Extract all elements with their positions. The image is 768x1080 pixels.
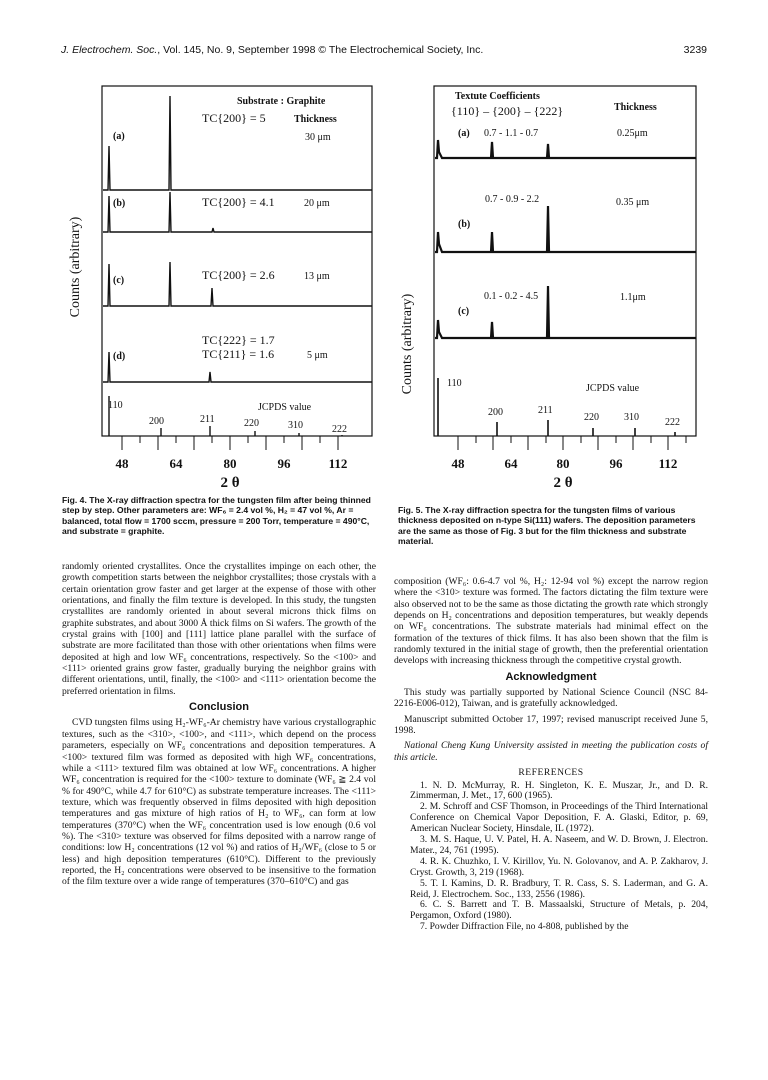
conclusion-paragraph: CVD tungsten films using H₂-WF₆-Ar chemistry have various crystallographic textures, such as the <310>, <100>, and <111>, which depend on the process parameters, especially on WF₆ concentrations and deposition temperatures. A <100> textured film was formed as deposited with high WF₆ concentrations, while a <111> textured film was obtained at low WF₆ concentrations. A higher WF₆ concentration is required for the <100> texture to dominate (WF₆ ≧ 2.4 vol % for 490°C, while 4.7 for 610°C) as substrate temperature increases. The <111> texture, which was frequently observed in films deposited with high deposition temperatures and gas mixture of high ratios of H₂ to WF₆, can form at low temperatures (370°C) when the WF₆ concentration used is low enough (0.6 vol %). The <310> texture was observed for films deposited with a narrow range of conditions: low H₂ concentrations (12 vol %) and ratios of H₂/WF₆ (close to 5 or less) and high deposition temperatures (610°C). Different to the previously reported, the H₂ concentrations were observed to be insensitive to the formation of the film texture over a wide range of temperatures (370–610°C) and gas [62,717,376,888]
fig4-tick-112: 112 [328,456,348,471]
reference-item: 2. M. Schroff and CSF Thomson, in Proceedings of the Third International Conference on Chemical Vapor Deposition, F. A. Glaski, Editor, p. 69, American Nuclear Society, Hinsdale, IL (1972). [410,801,708,835]
fig5-xlabel: 2 θ [553,475,573,491]
reference-item: 6. C. S. Barrett and T. B. Massaalski, Structure of Metals, p. 204, Pergamon, Oxford (1980). [410,899,708,922]
fig4-peak-110: 110 [108,400,123,411]
fig5-ylabel: Counts (arbitrary) [400,293,415,395]
page-number: 3239 [683,44,707,56]
fig5-label-a: (a) [458,128,470,139]
fig5-tick-112: 112 [658,456,678,471]
acknowledgment-paragraph: This study was partially supported by National Science Council (NSC 84-2216-E006-012), Taiwan, and is gratefully acknowledged. [394,687,708,710]
fig4-label-a: (a) [113,131,125,142]
fig4-thickness-b: 20 μm [304,198,330,209]
fig5-peak-220: 220 [584,412,599,423]
fig4-jcpds-label: JCPDS value [258,402,312,413]
reference-item: 1. N. D. McMurray, R. H. Singleton, K. E. Muszar, Jr., and D. R. Zimmerman, J. Met., 17, 600 (1965). [410,779,708,802]
fig5-tick-64: 64 [504,456,518,471]
reference-item: 5. T. I. Kamins, D. R. Bradbury, T. R. Cass, S. S. Laderman, and G. A. Reid, J. Electrochem. Soc., 133, 2556 (1986). [410,877,708,900]
figure-5 [392,82,708,494]
fig4-peak-222: 222 [332,424,347,435]
publication-costs-note: National Cheng Kung University assisted in meeting the publication costs of this article. [394,740,708,763]
left-column [62,561,376,888]
figure-4 [62,82,382,494]
fig4-substrate-label: Substrate : Graphite [237,96,326,107]
fig5-tick-80: 80 [556,456,570,471]
fig5-jcpds-sticks [438,378,675,436]
fig5-peak-110: 110 [447,378,462,389]
fig4-tick-80: 80 [223,456,237,471]
fig5-peak-211: 211 [538,405,553,416]
running-header [61,44,707,60]
right-paragraph-1: composition (WF₆: 0.6-4.7 vol %, H₂: 12-94 vol %) except the narrow region where the <310> texture was formed. The factors dictating the film texture were also observed not to be the same as those dictating the growth rate which strongly depends on H₂ concentrations and deposition temperatures, but weakly depends on WF₆ concentrations. The substrate materials had minimal effect on the formation of the textures of thick films. It has also been shown that the film is randomly textured in the initial stage of growth, then the preferential orientation develops with increasing thickness through the competitive crystal growth. [394,576,708,667]
fig4-axis-ticks [122,436,338,450]
fig5-label-b: (b) [458,219,471,230]
fig4-peak-220: 220 [244,418,259,429]
fig4-thickness-a: 30 μm [305,132,331,143]
fig5-spectrum-b [435,206,696,252]
reference-item: 7. Powder Diffraction File, no 4-808, published by the [420,921,629,933]
fig5-values-a: 0.7 - 1.1 - 0.7 [484,128,539,139]
fig5-tick-48: 48 [451,456,465,471]
fig5-peak-222: 222 [665,417,680,428]
reference-item: 4. R. K. Chuzhko, I. V. Kirillov, Yu. N. Golovanov, and A. P. Zakharov, J. Cryst. Growth, 3, 219 (1968). [410,855,708,878]
figure-5-caption: Fig. 5. The X-ray diffraction spectra for the tungsten films of various thickness deposited on n-type Si(111) wafers. The deposition parameters are the same as those of Fig. 3 but for the film thickness and substrate material. [398,505,696,547]
journal-name: J. Electrochem. Soc. [61,44,158,56]
fig5-tc-title: Textute Coefficients [455,91,540,102]
fig5-spectrum-a [435,140,696,158]
fig5-axis-ticks [458,436,686,450]
fig4-tc-d1: TC{222} = 1.7 [202,333,275,347]
fig4-label-c: (c) [113,275,125,286]
conclusion-heading: Conclusion [189,701,249,714]
figure-4-caption: Fig. 4. The X-ray diffraction spectra for the tungsten film after being thinned step by step. Other parameters are: WF₆ = 2.4 vol %, H₂ = 47 vol %, Ar = balanced, total flow = 1700 sccm, pressure = 200 Torr, temperature = 490°C, and substrate = graphite. [62,495,371,537]
fig5-jcpds-label: JCPDS value [586,383,640,394]
fig4-ylabel: Counts (arbitrary) [68,216,83,318]
fig4-tick-96: 96 [277,456,291,471]
fig4-tc-d2: TC{211} = 1.6 [202,347,275,361]
fig5-thickness-header: Thickness [614,102,657,113]
fig5-thickness-b: 0.35 μm [616,197,650,208]
fig5-thickness-c: 1.1μm [620,292,646,303]
manuscript-dates: Manuscript submitted October 17, 1997; revised manuscript received June 5, 1998. [394,713,708,737]
left-paragraph-1: randomly oriented crystallites. Once the crystallites impinge on each other, the growth competition starts between the neighbor crystallites; those crystals with a certain orientation grow faster and get larger at the expense of those with other orientations, and finally the film texture is developed. In this study, the tungsten crystallites are randomly oriented in about several microns thick films on graphite substrates, and about 3000 Å thick films on Si wafers. The growth of the crystal grains with [100] and [111] lattice plane parallel with the surface of substrate are more facilitated than those with other orientations when films were deposited at high and low WF₆ concentrations, respectively. So the <100> and <111> oriented grains grow faster, gradually burying the neighbor grains with different orientations, until, finally, the <100> and <111> orientation become the preferred orientation in films. [62,561,376,697]
fig4-peak-310: 310 [288,420,303,431]
fig4-xlabel: 2 θ [220,475,240,491]
journal-citation [61,44,483,56]
acknowledgment-heading: Acknowledgment [505,670,597,683]
fig5-peak-200: 200 [488,407,503,418]
fig5-values-c: 0.1 - 0.2 - 4.5 [484,291,539,302]
fig4-tc-b: TC{200} = 4.1 [202,195,275,209]
fig5-tick-96: 96 [609,456,623,471]
fig4-label-b: (b) [113,198,126,209]
fig5-spectrum-c [435,286,696,338]
right-column [394,576,708,933]
fig4-thickness-header: Thickness [294,114,337,125]
fig4-tick-64: 64 [169,456,183,471]
fig4-tc-a: TC{200} = 5 [202,111,266,125]
fig4-peak-200: 200 [149,416,164,427]
fig5-values-b: 0.7 - 0.9 - 2.2 [485,194,540,205]
fig5-thickness-a: 0.25μm [617,128,648,139]
journal-volume-info: , Vol. 145, No. 9, September 1998 © The Electrochemical Society, Inc. [157,44,484,56]
fig5-peak-310: 310 [624,412,639,423]
fig4-label-d: (d) [113,351,126,362]
fig4-thickness-d: 5 μm [307,350,328,361]
fig5-tc-planes: {110} – {200} – {222} [451,104,564,118]
reference-item: 3. M. S. Haque, U. V. Patel, H. A. Naseem, and W. D. Brown, J. Electron. Mater., 24, 761 (1995). [410,834,708,856]
fig4-tick-48: 48 [115,456,129,471]
fig4-tc-c: TC{200} = 2.6 [202,268,275,282]
references-heading: REFERENCES [518,767,584,779]
fig4-peak-211: 211 [200,414,215,425]
fig4-thickness-c: 13 μm [304,271,330,282]
fig5-label-c: (c) [458,306,470,317]
